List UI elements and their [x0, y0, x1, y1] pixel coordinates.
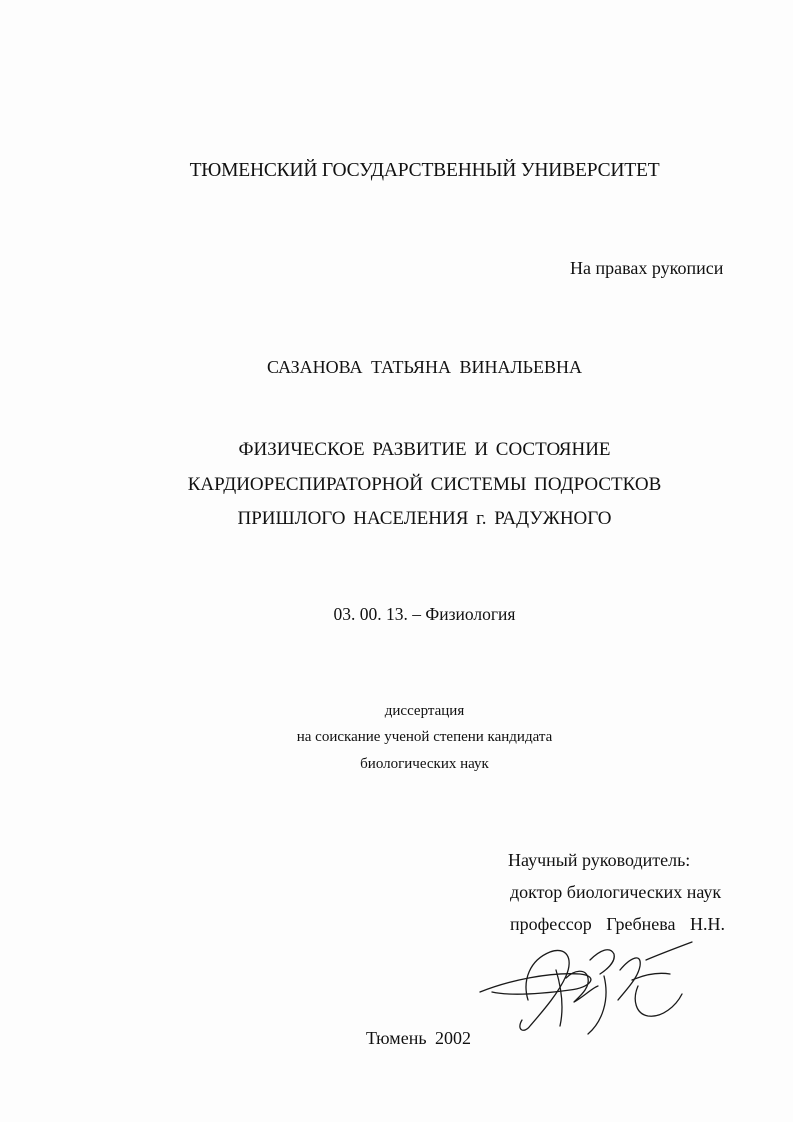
advisor-degree: доктор биологических наук [510, 882, 722, 902]
author-name: САЗАНОВА ТАТЬЯНА ВИНАЛЬЕВНА [267, 357, 582, 377]
title-line-3: ПРИШЛОГО НАСЕЛЕНИЯ г. РАДУЖНОГО [237, 508, 612, 529]
advisor-heading: Научный руководитель: [508, 850, 691, 870]
dissertation-field: биологических наук [360, 756, 489, 772]
handwritten-signature [470, 930, 700, 1040]
city-year: Тюмень 2002 [366, 1028, 472, 1048]
advisor-name: профессор Гребнева Н.Н. [510, 914, 726, 934]
title-line-1: ФИЗИЧЕСКОЕ РАЗВИТИЕ И СОСТОЯНИЕ [238, 439, 611, 460]
dissertation-type: диссертация [384, 703, 465, 719]
dissertation-degree: на соискание ученой степени кандидата [296, 729, 553, 745]
specialty-code: 03. 00. 13. – Физиология [333, 604, 516, 624]
university-name: ТЮМЕНСКИЙ ГОСУДАРСТВЕННЫЙ УНИВЕРСИТЕТ [189, 160, 660, 181]
rights-note: На правах рукописи [570, 258, 724, 278]
title-line-2: КАРДИОРЕСПИРАТОРНОЙ СИСТЕМЫ ПОДРОСТКОВ [187, 474, 662, 495]
